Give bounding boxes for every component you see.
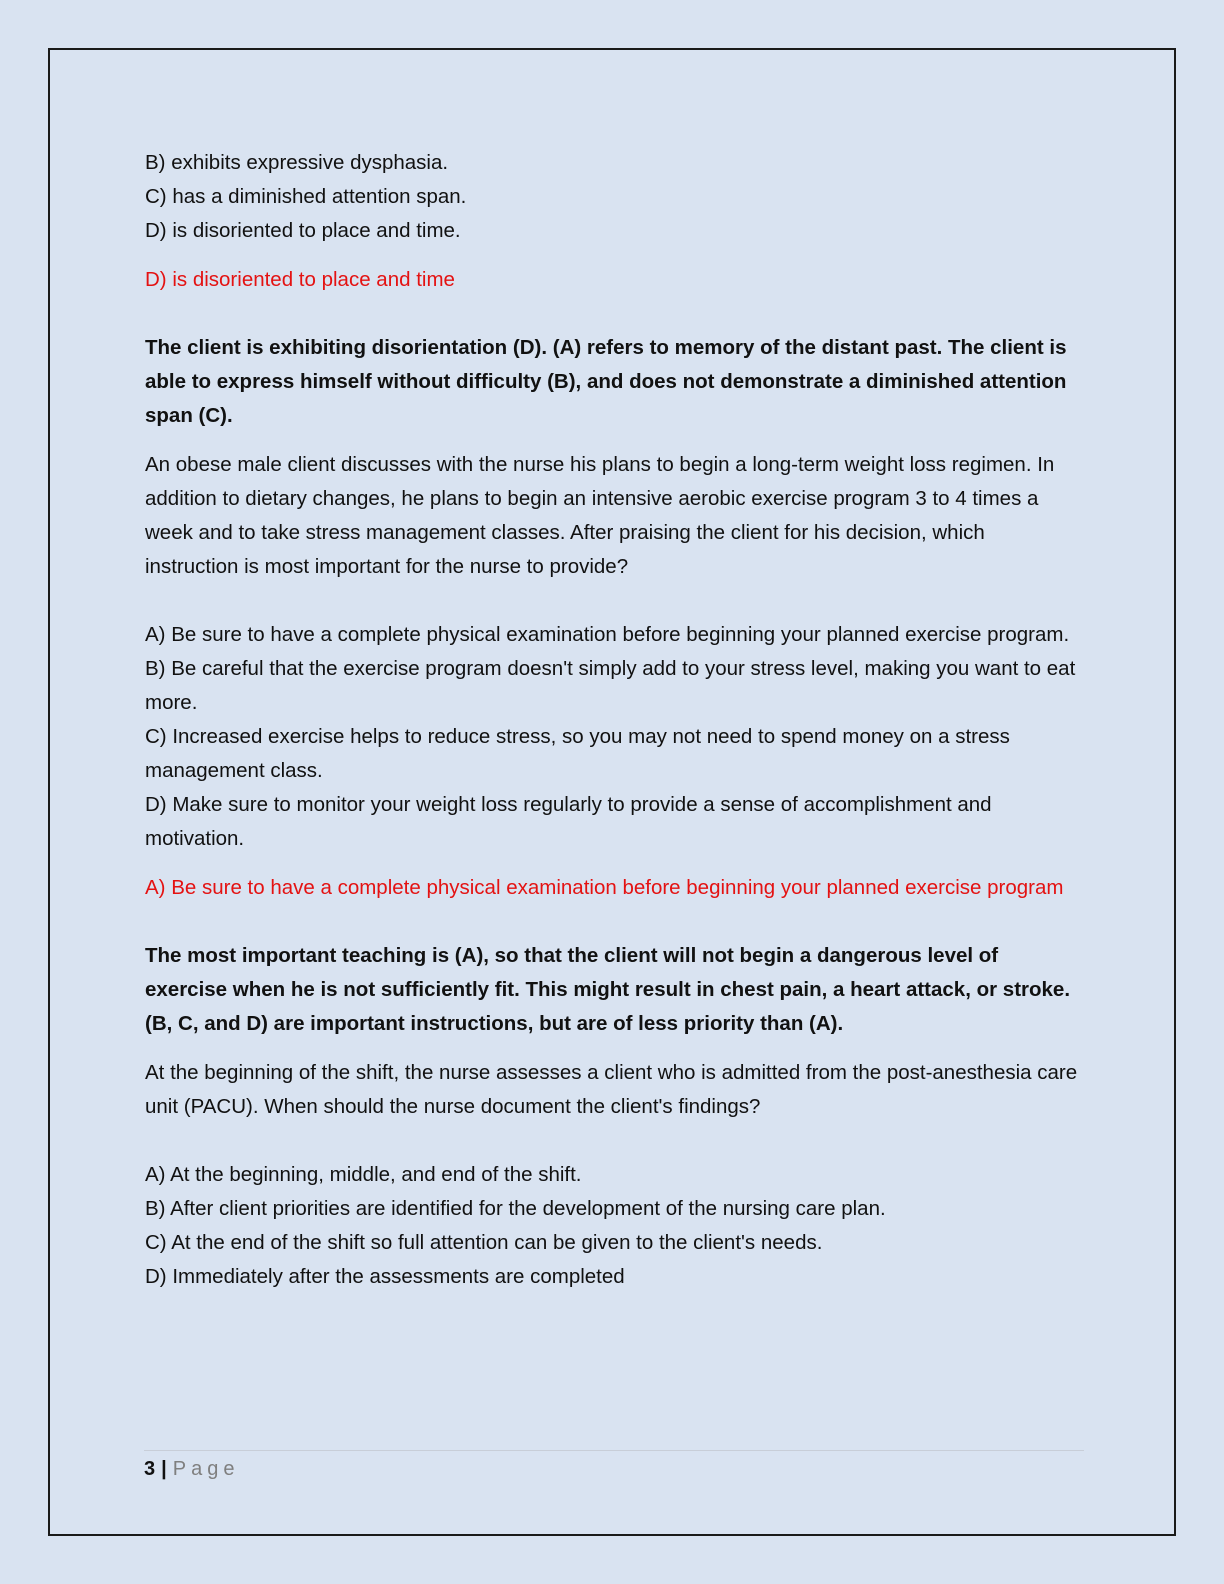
correct-answer: A) Be sure to have a complete physical examination before beginning your planned exercise program [145, 876, 1064, 899]
page-footer [144, 1455, 239, 1483]
option-b: B) exhibits expressive dysphasia. [145, 151, 449, 174]
option-b: B) Be careful that the exercise program doesn't simply add to your stress level, making you want to eat more. [145, 657, 1076, 714]
option-c: C) has a diminished attention span. [145, 185, 467, 208]
footer-separator: | [161, 1458, 167, 1480]
question-2-stem: An obese male client discusses with the nurse his plans to begin a long-term weight loss regimen. In addition to dietary changes, he plans to begin an intensive aerobic exercise program 3 to 4 times a week and to take stress management classes. After praising the client for his decision, which instruction is most important for the nurse to provide? [145, 453, 1055, 578]
option-b: B) After client priorities are identified for the development of the nursing care plan. [145, 1197, 886, 1220]
question-3-stem: At the beginning of the shift, the nurse assesses a client who is admitted from the post-anesthesia care unit (PACU). When should the nurse document the client's findings? [145, 1061, 1078, 1118]
question-1-options [145, 146, 1080, 248]
rationale: The client is exhibiting disorientation (D). (A) refers to memory of the distant past. The client is able to express himself without difficulty (B), and does not demonstrate a diminished attention span (C). [145, 336, 1067, 427]
document-body [145, 146, 1080, 1294]
option-c: C) Increased exercise helps to reduce stress, so you may not need to spend money on a stress management class. [145, 725, 1010, 782]
correct-answer: D) is disoriented to place and time [145, 268, 455, 291]
page-label: Page [172, 1458, 240, 1480]
question-2-options [145, 618, 1080, 856]
page-number: 3 [144, 1458, 156, 1480]
question-3-options [145, 1158, 1080, 1294]
option-d: D) Immediately after the assessments are completed [145, 1265, 625, 1288]
footer-divider [144, 1450, 1084, 1451]
option-a: A) At the beginning, middle, and end of the shift. [145, 1163, 582, 1186]
option-a: A) Be sure to have a complete physical examination before beginning your planned exercise program. [145, 623, 1070, 646]
option-c: C) At the end of the shift so full attention can be given to the client's needs. [145, 1231, 823, 1254]
rationale: The most important teaching is (A), so that the client will not begin a dangerous level of exercise when he is not sufficiently fit. This might result in chest pain, a heart attack, or stroke. (B, C, and D) are important instructions, but are of less priority than (A). [145, 944, 1071, 1035]
option-d: D) is disoriented to place and time. [145, 219, 461, 242]
option-d: D) Make sure to monitor your weight loss regularly to provide a sense of accomplishment and motivation. [145, 793, 992, 850]
